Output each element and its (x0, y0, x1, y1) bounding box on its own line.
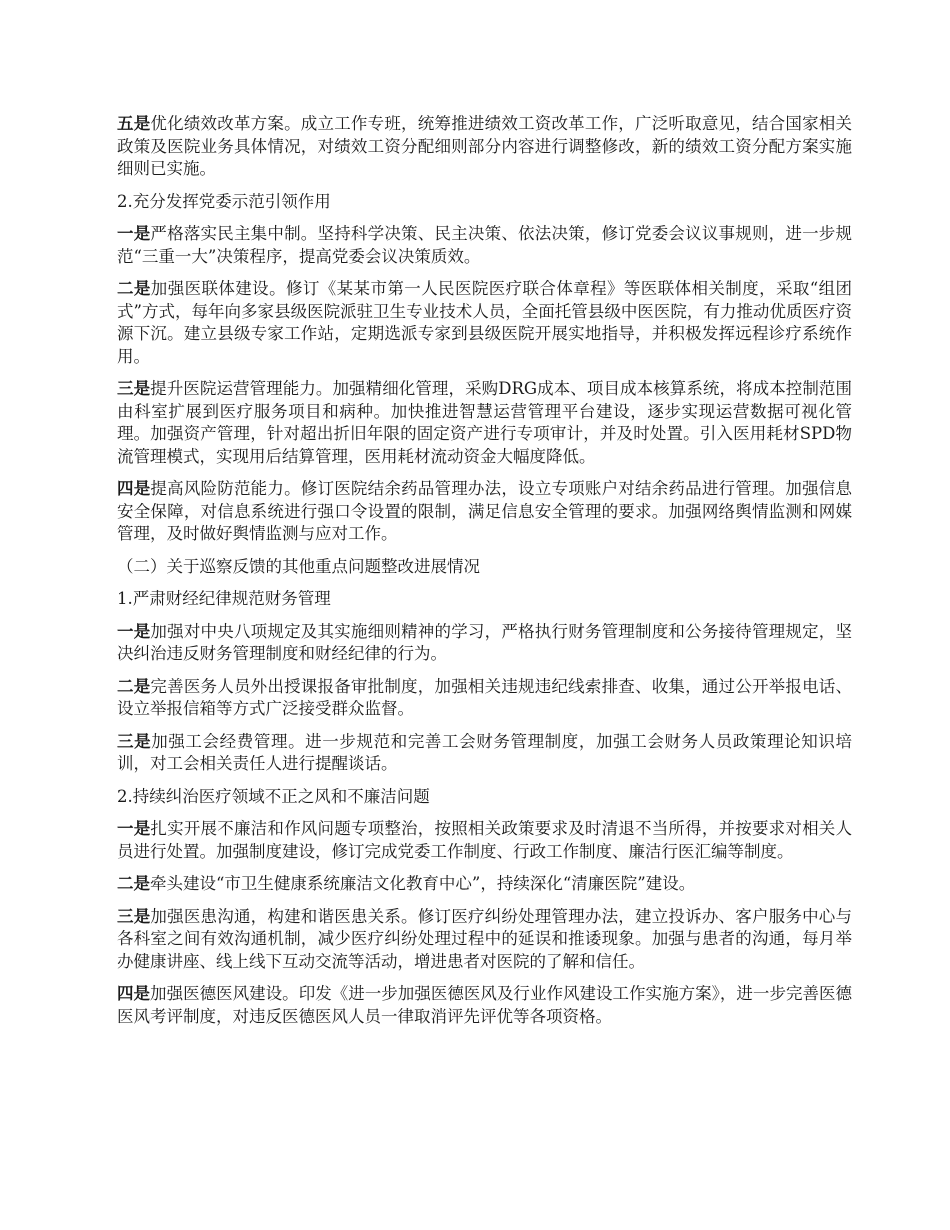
paragraph (117, 676, 852, 721)
paragraph-lead: 一是 (117, 224, 151, 243)
paragraph-lead: 三是 (117, 379, 151, 398)
document-body (117, 113, 852, 1038)
paragraph (117, 906, 852, 974)
paragraph-text: 完善医务人员外出授课报备审批制度，加强相关违规违纪线索排查、收集，通过公开举报电话、设立举报信箱等方式广泛接受群众监督。 (117, 676, 853, 718)
section-heading: 2.持续纠治医疗领域不正之风和不廉洁问题 (117, 786, 430, 806)
section-heading: 2.充分发挥党委示范引领作用 (117, 191, 331, 211)
paragraph (117, 731, 852, 776)
paragraph-text: 提升医院运营管理能力。加强精细化管理，采购DRG成本、项目成本核算系统，将成本控制范围由科室扩展到医疗服务项目和病种。加快推进智慧运营管理平台建设，逐步实现运营数据可视化管理。加强资产管理，针对超出折旧年限的固定资产进行专项审计，并及时处置。引入医用耗材SPD物流管理模式，实现用后结算管理，医用耗材流动资金大幅度降低。 (117, 379, 852, 466)
paragraph (117, 621, 852, 666)
paragraph-text: 严格落实民主集中制。坚持科学决策、民主决策、依法决策，修订党委会议议事规则，进一步规范“三重一大”决策程序，提高党委会议决策质效。 (117, 224, 853, 266)
paragraph (117, 818, 852, 863)
section-heading: 1.严肃财经纪律规范财务管理 (117, 589, 331, 608)
paragraph-text: 提高风险防范能力。修订医院结余药品管理办法，设立专项账户对结余药品进行管理。加强信息安全保障，对信息系统进行强口令设置的限制，满足信息安全管理的要求。加强网络舆情监测和网媒管理，及时做好舆情监测与应对工作。 (117, 479, 853, 543)
paragraph (117, 223, 852, 268)
paragraph-text: 加强工会经费管理。进一步规范和完善工会财务管理制度，加强工会财务人员政策理论知识培训，对工会相关责任人进行提醒谈话。 (117, 731, 853, 773)
paragraph-lead: 五是 (117, 114, 151, 133)
paragraph (117, 378, 852, 468)
paragraph-text: 加强医患沟通，构建和谐医患关系。修订医疗纠纷处理管理办法，建立投诉办、客户服务中心与各科室之间有效沟通机制，减少医疗纠纷处理过程中的延误和推诿现象。加强与患者的沟通，每月举办健康讲座、线上线下互动交流等活动，增进患者对医院的了解和信任。 (117, 906, 853, 971)
paragraph-lead: 三是 (117, 731, 152, 751)
paragraph (117, 983, 852, 1028)
paragraph-lead: 二是 (117, 676, 151, 696)
paragraph-lead: 三是 (117, 906, 151, 926)
paragraph-lead: 一是 (117, 621, 151, 641)
paragraph-lead: 四是 (117, 479, 151, 498)
paragraph (117, 478, 852, 546)
paragraph-text: 优化绩效改革方案。成立工作专班，统筹推进绩效工资改革工作，广泛听取意见，结合国家相关政策及医院业务具体情况，对绩效工资分配细则部分内容进行调整修改，新的绩效工资分配方案实施细则已实施。 (117, 114, 853, 178)
paragraph-text: 扎实开展不廉洁和作风问题专项整治，按照相关政策要求及时清退不当所得，并按要求对相关人员进行处置。加强制度建设，修订完成党委工作制度、行政工作制度、廉洁行医汇编等制度。 (117, 819, 853, 861)
section-heading: （二）关于巡察反馈的其他重点问题整改进展情况 (117, 556, 480, 576)
paragraph (117, 278, 852, 368)
paragraph (117, 873, 852, 896)
paragraph-lead: 四是 (117, 984, 151, 1003)
paragraph-lead: 二是 (117, 874, 150, 893)
paragraph-text: 加强医联体建设。修订《某某市第一人民医院医疗联合体章程》等医联体相关制度，采取“组团式”方式，每年向多家县级医院派驻卫生专业技术人员，全面托管县级中医医院，有力推动优质医疗资源下沉。建立县级专家工作站，定期选派专家到县级医院开展实地指导，并积极发挥远程诊疗系统作用。 (117, 279, 853, 366)
paragraph-text: 加强医德医风建设。印发《进一步加强医德医风及行业作风建设工作实施方案》，进一步完善医德医风考评制度，对违反医德医风人员一律取消评先评优等各项资格。 (117, 984, 853, 1026)
paragraph-lead: 一是 (117, 819, 151, 838)
paragraph-lead: 二是 (117, 279, 151, 298)
paragraph (117, 113, 852, 181)
paragraph-text: 牵头建设“市卫生健康系统廉洁文化教育中心”，持续深化“清廉医院”建设。 (150, 874, 696, 893)
paragraph-text: 加强对中央八项规定及其实施细则精神的学习，严格执行财务管理制度和公务接待管理规定，坚决纠治违反财务管理制度和财经纪律的行为。 (117, 621, 853, 663)
